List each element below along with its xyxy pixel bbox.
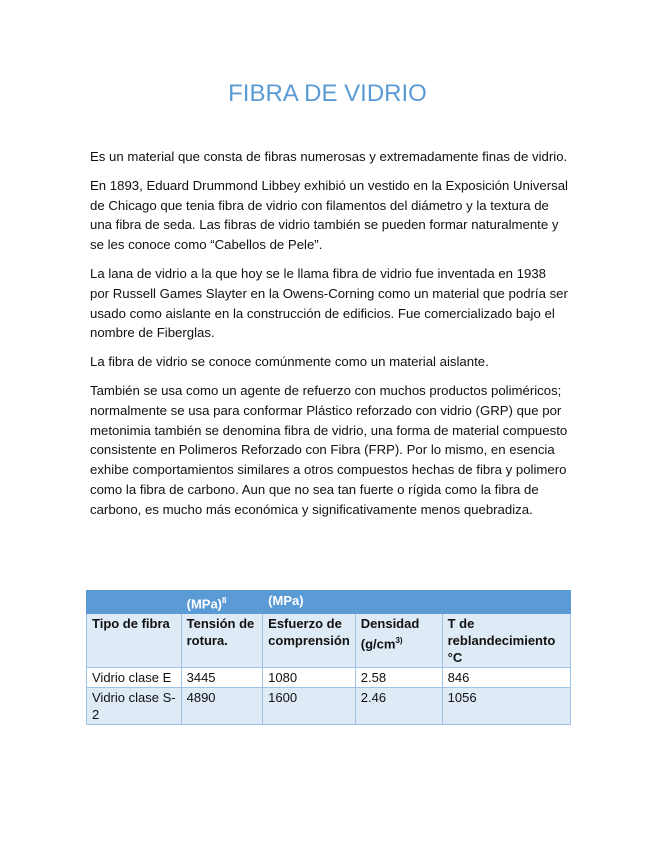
unit-label: (MPa): [186, 596, 222, 612]
table-cell: [263, 591, 356, 614]
paragraph: Es un material que consta de fibras numerosas y extremadamente finas de vidrio.: [90, 149, 568, 164]
table-cell: 4890: [181, 688, 263, 725]
page-title: FIBRA DE VIDRIO: [228, 80, 427, 107]
header-esfuerzo: Esfuerzo de comprensión: [263, 614, 356, 668]
table-cell: [87, 591, 182, 614]
table-cell: Vidrio clase E: [87, 668, 182, 688]
header-densidad: [355, 614, 442, 668]
table-cell: Vidrio clase S-2: [87, 688, 182, 725]
table-cell: 1080: [263, 668, 356, 688]
table-row: [87, 668, 571, 688]
unit-label: (MPa): [268, 593, 304, 608]
paragraph: La fibra de vidrio se conoce comúnmente como un material aislante.: [90, 354, 489, 370]
table-cell: 846: [442, 668, 570, 688]
header-tipo: Tipo de fibra: [87, 614, 182, 668]
header-tension: Tensión de rotura.: [181, 614, 263, 668]
table-row: [87, 688, 571, 725]
superscript: 3): [395, 636, 403, 646]
table-cell: 1600: [263, 688, 356, 725]
header-densidad-label: Densidad (g/cm: [360, 616, 420, 652]
table-cell: 1056: [442, 688, 570, 725]
body-text: [90, 147, 568, 529]
table-cell: 2.58: [355, 668, 442, 688]
table-cell: 2.46: [355, 688, 442, 725]
properties-table: [86, 590, 571, 725]
paragraph: La lana de vidrio a la que hoy se le llama fibra de vidrio fue inventada en 1938 por Russell Games Slayter en la Owens-Corning como un material que podría ser usado como aislante en la construcción de edificios. Fue comercializado bajo el nombre de Fiberglas.: [90, 265, 568, 341]
paragraph: En 1893, Eduard Drummond Libbey exhibió un vestido en la Exposición Universal de Chicago que tenia fibra de vidrio con filamentos del diámetro y la textura de una fibra de seda. Las fibras de vidrio también se pueden formar naturalmente y se les conoce como “Cabellos de Pele”.: [90, 177, 568, 253]
table-units-row: [87, 591, 571, 614]
header-t: T de reblandecimiento °C: [442, 614, 570, 668]
table-cell: 3445: [181, 668, 263, 688]
table-cell: [355, 591, 442, 614]
footnote-mark: 8: [222, 596, 227, 605]
paragraph: También se usa como un agente de refuerzo con muchos productos poliméricos; normalmente se usa para conformar Plástico reforzado con vidrio (GRP) que por metonimia también se denomina fibra de vidrio, una forma de material compuesto consistente en Polimeros Reforzado con Fibra (FRP). Por lo mismo, en esencia exhibe comportamientos similares a otros compuestos hechas de fibra y polimero como la fibra de carbono. Aun que no sea tan fuerte o rígida como la fibra de carbono, es mucho más económica y significativamente menos quebradiza.: [90, 382, 568, 517]
table-header-row: [87, 614, 571, 668]
table-cell: [181, 591, 263, 614]
table-cell: [442, 591, 570, 614]
